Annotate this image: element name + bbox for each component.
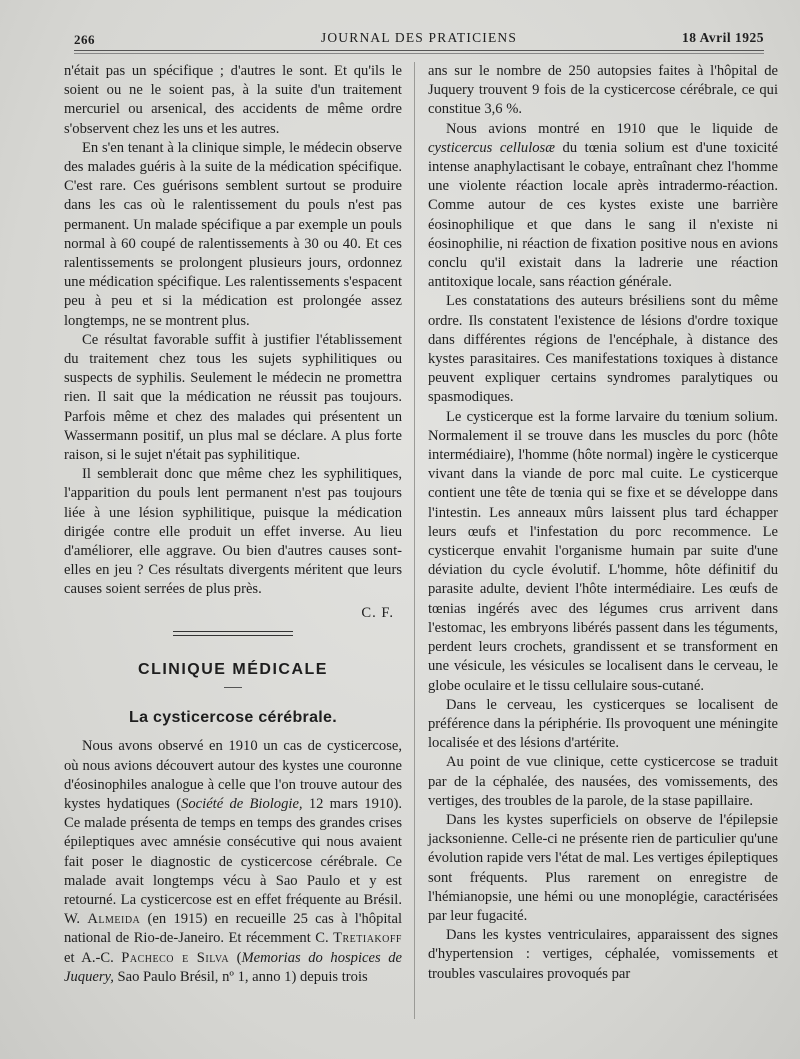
paragraph: Au point de vue clinique, cette cysticercose se traduit par de la céphalée, des nausées, des vomissements, des vertiges, des troubles de la parole, de la stase papillaire. [428,754,778,809]
right-column [428,62,778,1029]
issue-date: 18 Avril 1925 [682,30,764,45]
heading-rule [224,687,242,688]
header-rule [74,50,764,54]
paragraph: Dans les kystes ventriculaires, apparaissent des signes d'hypertension : vertiges, céphalée, vomissements et troubles vasculaires provoqués par [428,927,778,982]
paragraph: Le cysticerque est la forme larvaire du tœnium solium. Normalement il se trouve dans les muscles du porc (hôte intermédiaire), l'homme (hôte normal) ingère le cysticerque vivant dans la viande de porc mal cuite. Le cysticerque contient une tête de tœnia qui se fixe et se développe dans l'intestin. Les anneaux mûrs laissent plus tard échapper leurs œufs et l'infestation du porc recommence. Le cysticerque envahit l'organisme humain par suite d'une déviation du cycle évolutif. L'homme, hôte définitif du parasite adulte, devient l'hôte intermédiaire. Les œufs de tœnias ingérés avec des légumes crus arrivent dans l'estomac, les embryons libérés passent dans les téguments, perdent leurs crochets, grandissent et se transforment en une vésicule, les vésicules se localisent dans le cerveau, le globe oculaire et le tissu cellulaire sous-cutané. [428,408,778,694]
citation-journal: Société de Biologie, [181,795,303,812]
author-name: Pacheco e Silva [121,949,230,966]
author-signature: C. F. [361,604,394,621]
section-heading: CLINIQUE MÉDICALE [138,660,328,678]
paragraph: ans sur le nombre de 250 autopsies faites à l'hôpital de Juquery trouvent 9 fois de la cysticercose cérébrale, ce qui constitue 3,6 %. [428,63,778,118]
page-number: 266 [74,32,95,47]
section-divider [173,631,293,636]
paragraph: En s'en tenant à la clinique simple, le médecin observe des malades guéris à la suite de la médication spécifique. C'est rare. Ces guérisons semblent surtout se produire dans les cas où le ralentissement du pouls n'est pas permanent. Un malade spécifique a par exemple un pouls normal à 60 coupé de ralentissements à 30 ou 40. Et ces ralentissements se prolongent plusieurs jours, ordonnez une médication spécifique. Les ralentissements s'espacent peu à peu et si la médication est prolongée assez longtemps, ne se montrent plus. [64,139,402,329]
left-column [64,62,402,1029]
paragraph: Ce résultat favorable suffit à justifier l'établissement du traitement chez tous les sujets syphilitiques ou suspects de syphilis. Seulement le médecin ne promettra rien. Il sait que la médication ne réussit pas toujours. Parfois même et chez des malades qui présentent un Wassermann positif, un plus mal se déclare. A plus forte raison, si le sujet n'était pas syphilitique. [64,331,402,464]
journal-title: JOURNAL DES PRATICIENS [320,30,518,45]
paragraph: Il semblerait donc que même chez les syphilitiques, l'apparition du pouls lent permanent n'est pas toujours liée à une lésion syphilitique, puisque la médication dirigée contre elle produit un effet inverse. Au lieu d'améliorer, elle aggrave. Ou bien d'autres causes sont-elles en jeu ? Ces résultats divergents méritent que leurs causes soient serrées de plus près. [64,466,402,598]
author-name: Tretiakoff [333,930,402,947]
paragraph: n'était pas un spécifique ; d'autres le sont. Et qu'ils le soient ou ne le soient pas, à la suite d'un traitement mercuriel ou arsenical, des accidents de même ordre s'observent chez les uns et les autres. [64,63,402,137]
paragraph: Dans le cerveau, les cysticerques se localisent de préférence dans la périphérie. Ils provoquent une méningite localisée et des lésions d'artérite. [428,696,778,752]
citation-journal: Memorias do hospices de Juquery, [64,949,403,985]
article-title: La cysticercose cérébrale. [129,709,337,727]
paragraph: Nous avons observé en 1910 un cas de cysticercose, où nous avions découvert autour des kystes une couronne d'éosinophiles analogue à celle que l'on trouve autour des kystes hydatiques (Société de Biologie, 12 mars 1910). Ce malade présenta de temps en temps des grandes crises épileptiques avec amnésie consécutive qui nous avaient fait poser le diagnostic de cysticercose cérébrale. Ce malade avait longtemps vécu à Sao Paulo et y est retourné. La cysticercose est en effet fréquente au Brésil. W. Almeida (en 1915) en recueille 25 cas à l'hôpital national de Rio-de-Janeiro. Et récemment C. Tretiakoff et A.-C. Pacheco e Silva (Memorias do hospices de Juquery, Sao Paulo Brésil, nº 1, anno 1) depuis trois [64,738,403,985]
paragraph: Dans les kystes superficiels on observe de l'épilepsie jacksonienne. Celle-ci ne présente rien de particulier qu'une évolution rapide vers l'état de mal. Les vertiges épileptiques sont fréquents. Plus rarement on enregistre de l'hémianopsie, une hémi ou une monoplégie, caractérisées par leur fugacité. [428,811,778,924]
paragraph: Les constatations des auteurs brésiliens sont du même ordre. Ils constatent l'existence de lésions d'ordre toxique dans différentes régions de l'encéphale, à distance des kystes parasitaires. Ces manifestations toxiques à distance peuvent expliquer certains syndromes paralytiques ou spasmodiques. [428,293,778,406]
species-name: cysticercus cellulosæ [428,139,555,156]
paragraph: Nous avions montré en 1910 que le liquide de cysticercus cellulosæ du tœnia solium est d'une toxicité intense anaphylactisant le cobaye, entraînant chez l'homme une violente réaction locale après intradermo-réaction. Comme autour de ces kystes existe une barrière éosinophilique et que dans le sang il n'existe ni éosinophilie, ni réaction de fixation positive nous en avions conclu qu'il existait dans la ladrerie une réaction antitoxique locale, sans réaction générale. [428,120,778,291]
column-divider [414,62,415,1019]
running-header [74,28,764,50]
author-name: Almeida [87,911,141,928]
